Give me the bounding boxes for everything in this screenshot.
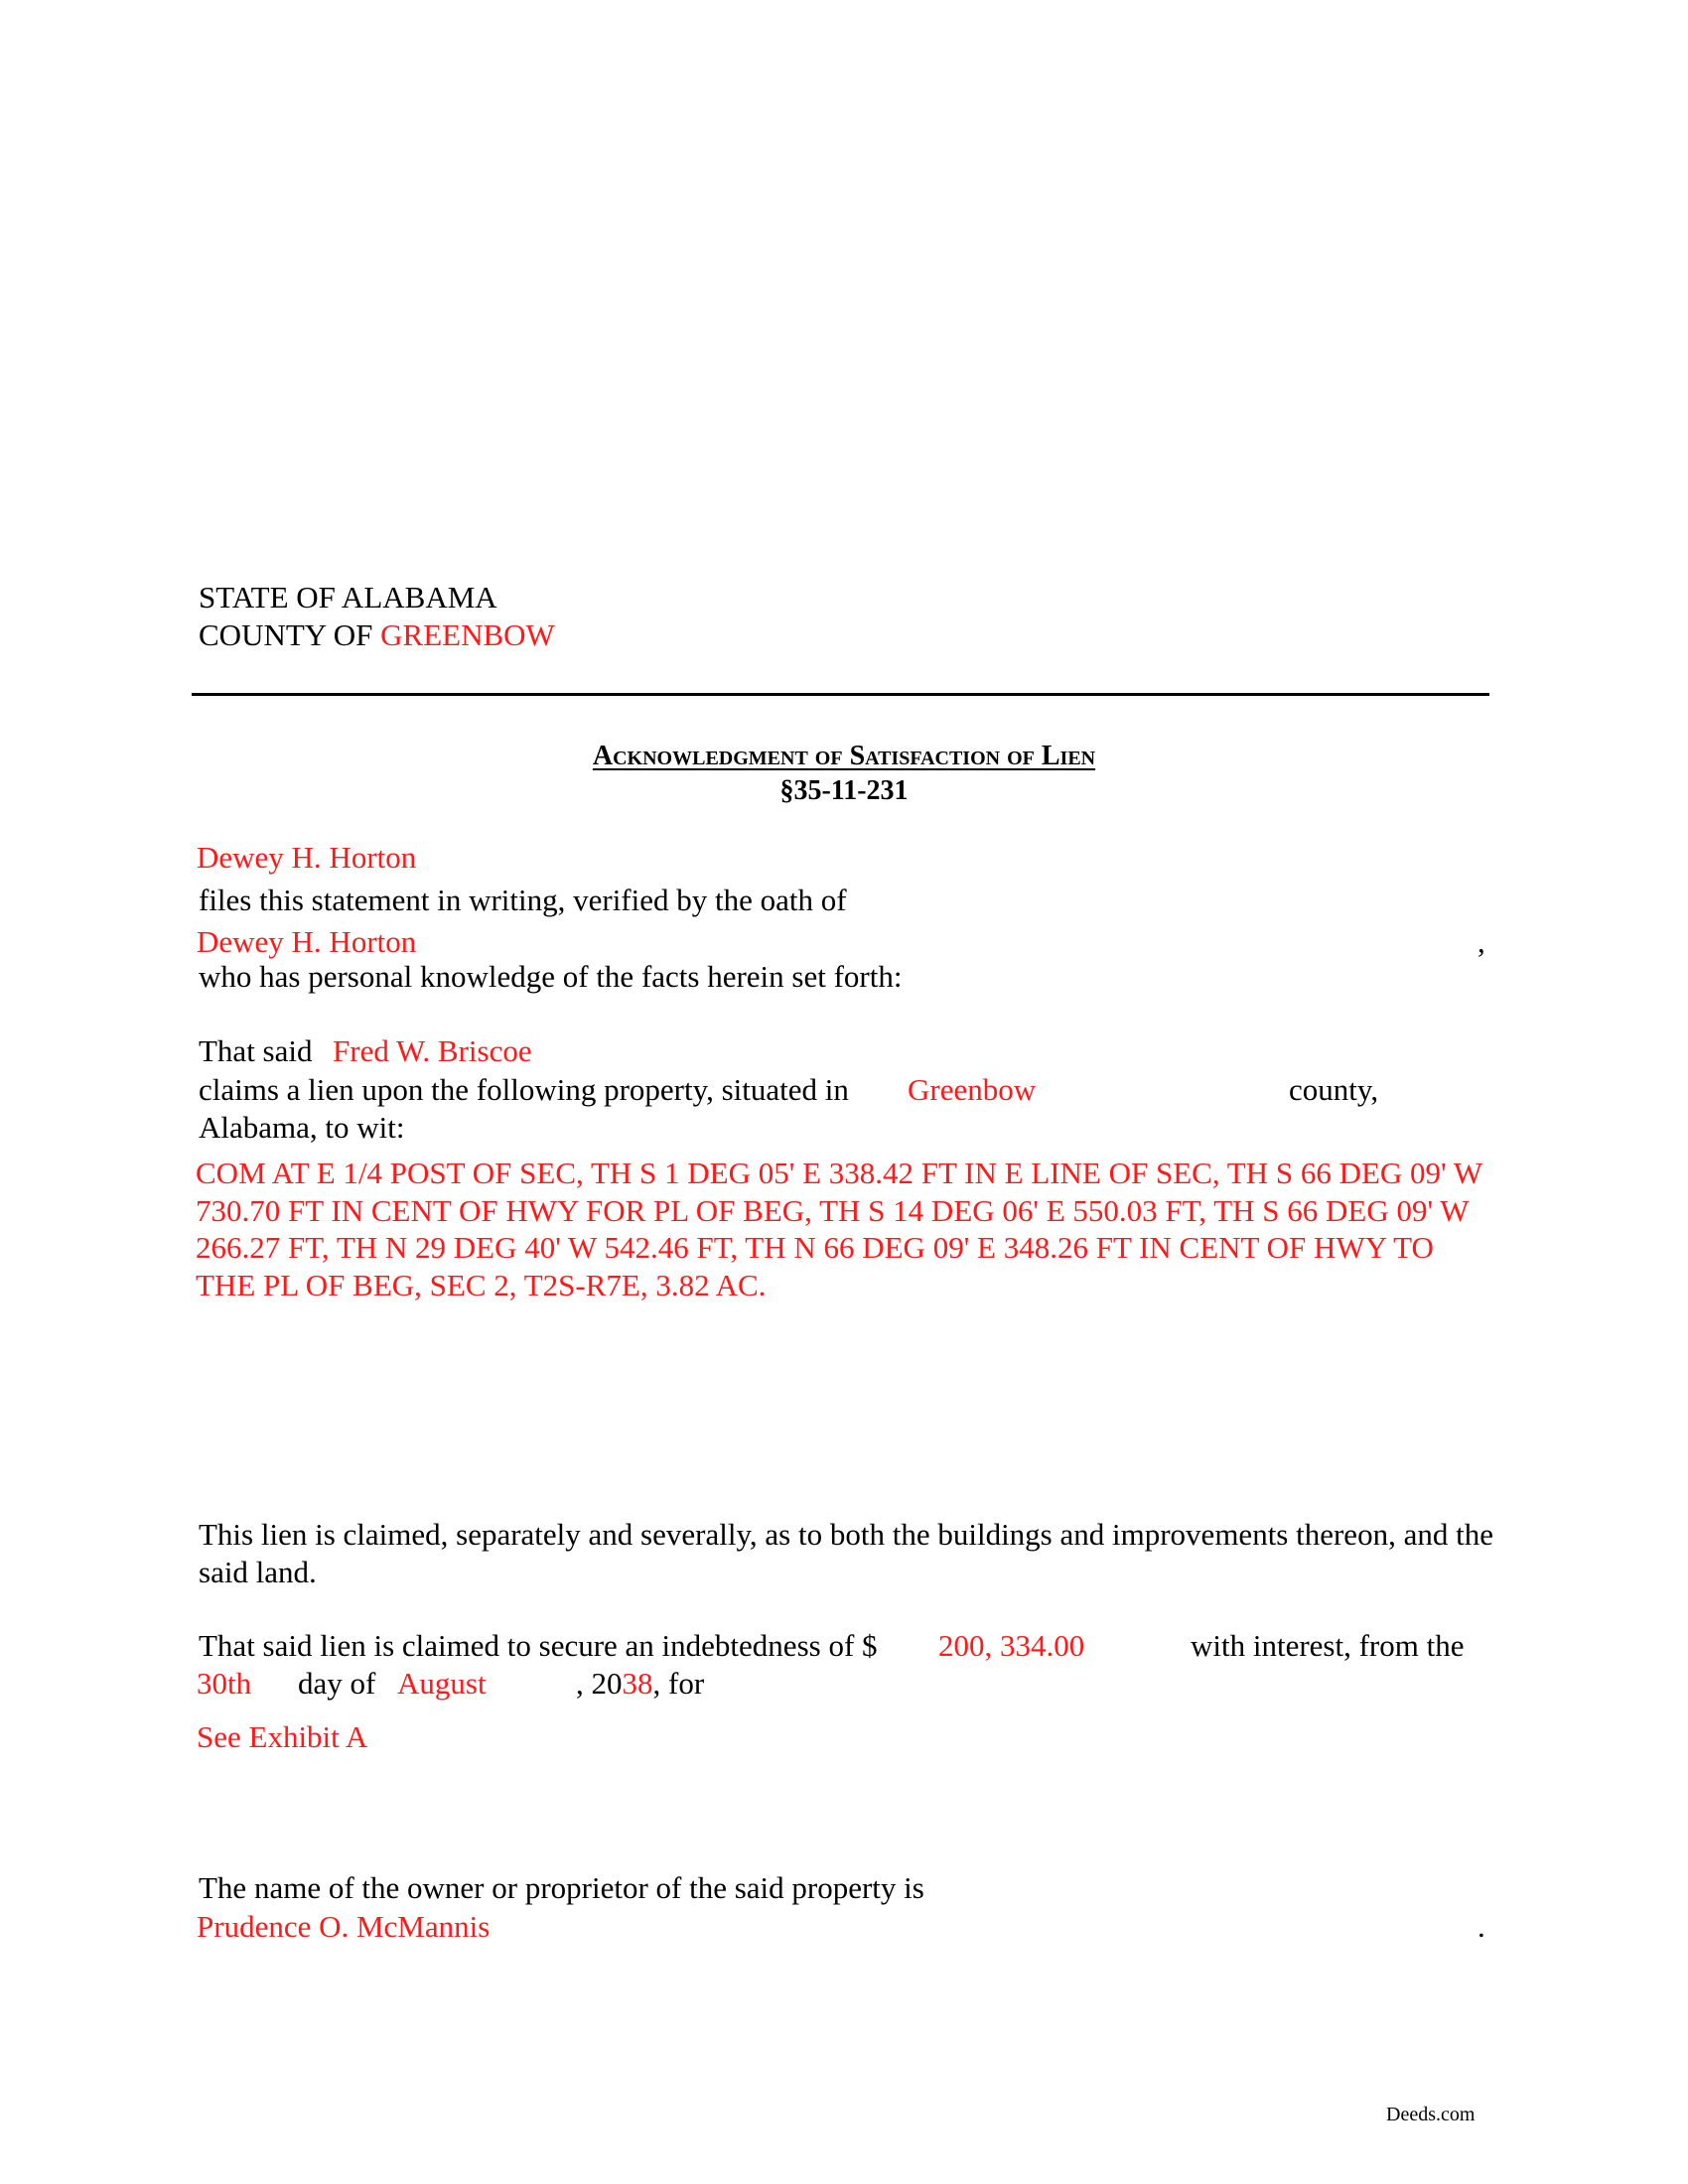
indebtedness-amount: 200, 334.00 (938, 1628, 1085, 1663)
severally-clause: This lien is claimed, separately and severally, as to both the buildings and improvements thereon, and the said land. (199, 1517, 1493, 1589)
header-divider (192, 693, 1489, 696)
verifier-name: Dewey H. Horton (197, 924, 417, 959)
county-word: county, (1289, 1072, 1379, 1107)
property-county: Greenbow (908, 1072, 1037, 1107)
day-of-label: day of (298, 1666, 376, 1701)
claims-text: claims a lien upon the following property, situated in (199, 1072, 849, 1107)
document-title (0, 740, 1688, 773)
owner-period: . (1477, 1909, 1485, 1944)
knowledge-text: who has personal knowledge of the facts herein set forth: (199, 959, 903, 994)
document-heading: Acknowledgment of Satisfaction of Lien (592, 741, 1096, 771)
statute-reference: §35-11-231 (779, 775, 909, 806)
claimant-name: Fred W. Briscoe (333, 1033, 532, 1068)
that-said-label: That said (199, 1033, 313, 1068)
legal-description: COM AT E 1/4 POST OF SEC, TH S 1 DEG 05' E 338.42 FT IN E LINE OF SEC, TH S 66 DEG 09' W 730.70 FT IN CENT OF HWY FOR PL OF BEG, TH S 14 DEG 06' E 550.03 FT, TH S 66 DEG 09' W 266.27 FT, TH N 29 DEG 40' W 542.46 FT, TH N 66 DEG 09' E 348.26 FT IN CENT OF HWY TO THE PL OF BEG, SEC 2, T2S-R7E, 3.82 AC. (196, 1156, 1482, 1302)
filer-name: Dewey H. Horton (197, 840, 417, 875)
year-suffix: 38 (622, 1666, 653, 1701)
state-line: STATE OF ALABAMA (199, 580, 497, 614)
alabama-to-wit: Alabama, to wit: (199, 1110, 405, 1145)
county-prefix: COUNTY OF (199, 617, 373, 652)
owner-name: Prudence O. McMannis (197, 1909, 491, 1944)
for-label: , for (652, 1666, 705, 1701)
interest-day: 30th (197, 1666, 252, 1701)
year-line (576, 1665, 704, 1703)
files-statement-text: files this statement in writing, verified by the oath of (199, 883, 847, 917)
county-line (199, 616, 555, 654)
indebtedness-lead: That said lien is claimed to secure an indebtedness of $ (199, 1628, 878, 1663)
year-prefix: , 20 (576, 1666, 623, 1701)
county-name: GREENBOW (380, 617, 555, 652)
owner-lead: The name of the owner or proprietor of the said property is (199, 1870, 924, 1905)
footer-brand: Deeds.com (1386, 2104, 1476, 2125)
verifier-comma: , (1477, 924, 1485, 959)
interest-month: August (397, 1666, 487, 1701)
interest-text: with interest, from the (1191, 1628, 1465, 1663)
indebtedness-purpose: See Exhibit A (197, 1719, 368, 1754)
